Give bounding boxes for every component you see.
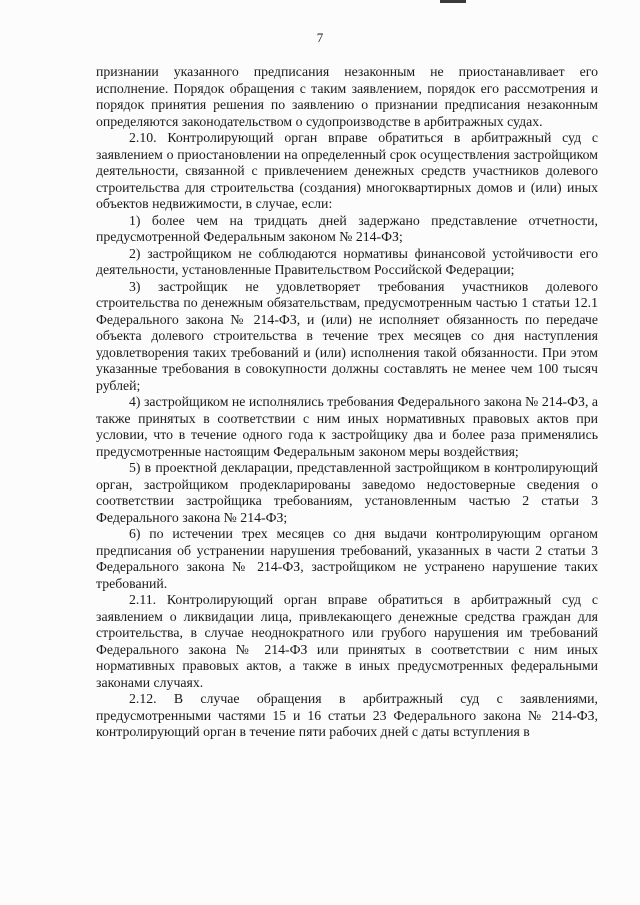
list-item-2-10-5: 5) в проектной декларации, представленной застройщиком в контролирующий орган, застройщиком продекларированы заведомо недостоверные сведения о соответствии застройщика требованиям, установленным частью 2 статьи 3 Федерального закона № 214-ФЗ; bbox=[96, 460, 598, 525]
paragraph-continuation: признании указанного предписания незаконным не приостанавливает его исполнение. Порядок обращения с таким заявлением, порядок его рассмотрения и порядок принятия решения по заявлению о признании предписания незаконным определяются законодательством о судопроизводстве в арбитражных судах. bbox=[96, 64, 598, 129]
paragraph-2-10: 2.10. Контролирующий орган вправе обратиться в арбитражный суд с заявлением о приостановлении на определенный срок осуществления застройщиком деятельности, связанной с привлечением денежных средств участников долевого строительства для строительства (создания) многоквартирных домов и (или) иных объектов недвижимости, в случае, если: bbox=[96, 130, 598, 211]
list-item-2-10-1: 1) более чем на тридцать дней задержано представление отчетности, предусмотренной Федеральным законом № 214-ФЗ; bbox=[96, 212, 598, 244]
page-number: 7 bbox=[316, 30, 324, 45]
list-item-2-10-2: 2) застройщиком не соблюдаются нормативы финансовой устойчивости его деятельности, установленные Правительством Российской Федерации; bbox=[96, 245, 598, 277]
scan-artifact bbox=[440, 0, 466, 3]
list-item-2-10-4: 4) застройщиком не исполнялись требования Федерального закона № 214-ФЗ, а также принятых в соответствии с ним иных нормативных правовых актов при условии, что в течение одного года к застройщику два и более раза применялись предусмотренные настоящим Федеральным законом меры воздействия; bbox=[96, 394, 598, 459]
paragraph-2-11: 2.11. Контролирующий орган вправе обратиться в арбитражный суд с заявлением о ликвидации лица, привлекающего денежные средства граждан для строительства, в случае неоднократного или грубого нарушения им требований Федерального закона № 214-ФЗ или принятых в соответствии с ним иных нормативных правовых актов, а также в иных предусмотренных федеральными законами случаях. bbox=[96, 592, 598, 690]
list-item-2-10-6: 6) по истечении трех месяцев со дня выдачи контролирующим органом предписания об устранении нарушения требований, указанных в части 2 статьи 3 Федерального закона № 214-ФЗ, застройщиком не устранено нарушение таких требований. bbox=[96, 526, 598, 591]
list-item-2-10-3: 3) застройщик не удовлетворяет требования участников долевого строительства по денежным обязательствам, предусмотренным частью 1 статьи 12.1 Федерального закона № 214-ФЗ, и (или) не исполняет обязанность по передаче объекта долевого строительства в течение трех месяцев со дня наступления удовлетворения таких требований и (или) исполнения такой обязанности. При этом указанные требования в совокупности должны составлять не менее чем 100 тысяч рублей; bbox=[96, 278, 598, 393]
document-body bbox=[96, 64, 598, 741]
paragraph-2-12: 2.12. В случае обращения в арбитражный суд с заявлениями, предусмотренными частями 15 и 16 статьи 23 Федерального закона № 214-ФЗ, контролирующий орган в течение пяти рабочих дней с даты вступления в bbox=[96, 691, 598, 739]
